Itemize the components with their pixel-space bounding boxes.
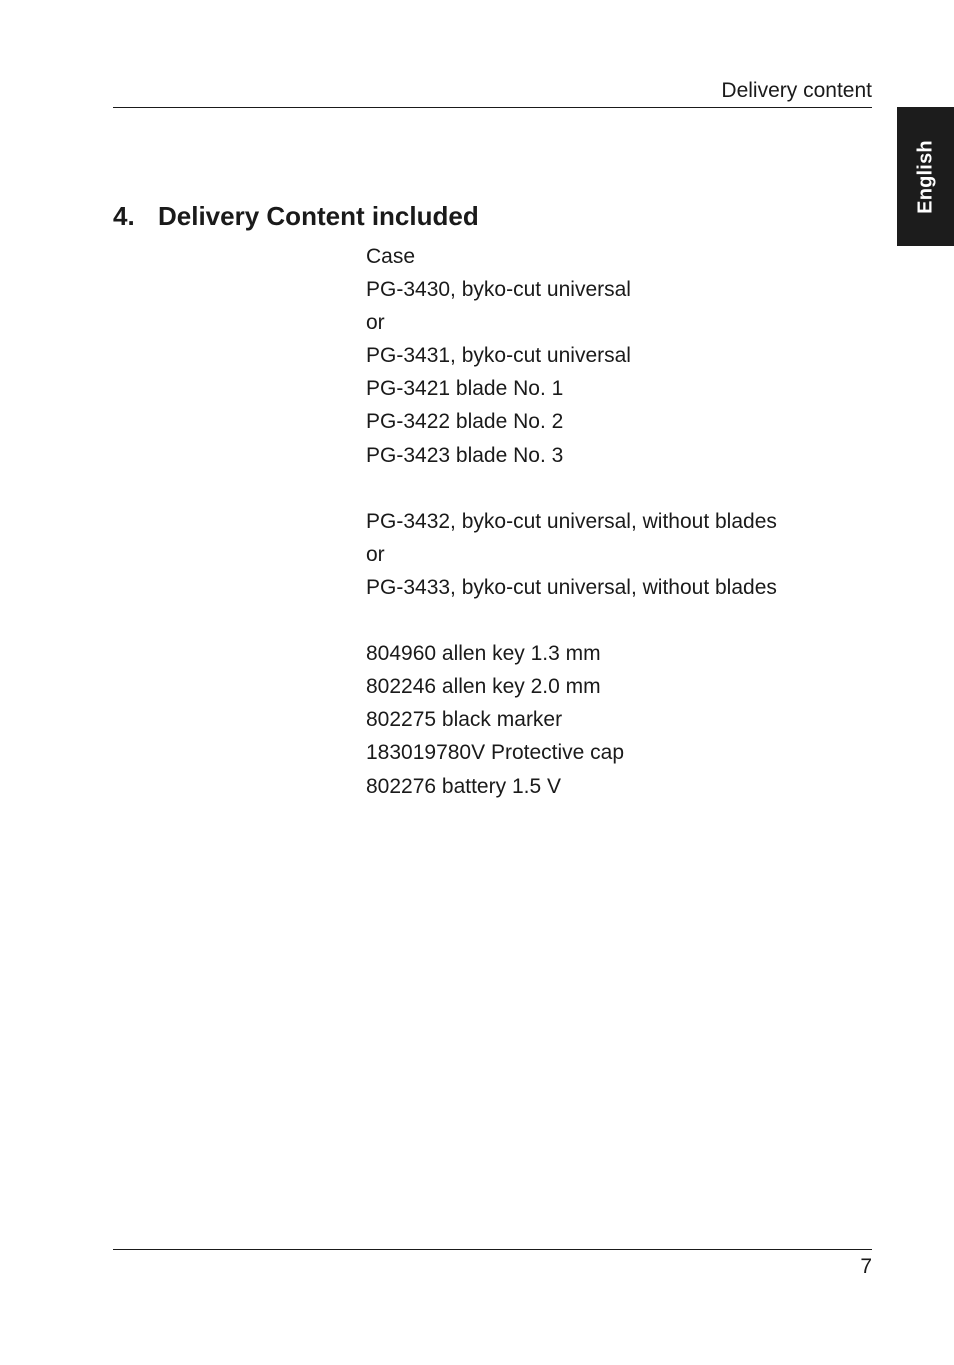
list-item: 802276 battery 1.5 V	[366, 774, 561, 798]
section-heading	[113, 199, 479, 233]
list-item: PG-3433, byko-cut universal, without blades	[366, 575, 777, 599]
language-tab-label: English	[914, 139, 936, 214]
list-item: Case	[366, 245, 416, 268]
list-item: PG-3421 blade No. 1	[366, 377, 564, 401]
list-item: PG-3423 blade No. 3	[366, 443, 564, 467]
list-item: PG-3422 blade No. 2	[366, 410, 564, 434]
list-item: PG-3431, byko-cut universal	[366, 344, 631, 368]
running-header: Delivery content	[721, 79, 872, 102]
list-item: or	[366, 542, 385, 566]
list-item: or	[366, 311, 385, 335]
list-item: 183019780V Protective cap	[366, 741, 625, 765]
footer-rule	[113, 1249, 872, 1250]
delivery-content-list	[366, 240, 777, 803]
list-item: PG-3430, byko-cut universal	[366, 278, 631, 302]
header-rule	[113, 107, 872, 108]
list-item: 802246 allen key 2.0 mm	[366, 675, 601, 699]
section-title: Delivery Content included	[158, 201, 479, 231]
list-spacer	[366, 604, 777, 637]
list-item: 804960 allen key 1.3 mm	[366, 642, 601, 666]
list-spacer	[366, 472, 777, 505]
list-item: 802275 black marker	[366, 708, 563, 732]
section-number: 4.	[113, 201, 135, 231]
page-number: 7	[860, 1255, 872, 1278]
list-item: PG-3432, byko-cut universal, without blades	[366, 509, 777, 533]
language-tab	[897, 107, 954, 246]
